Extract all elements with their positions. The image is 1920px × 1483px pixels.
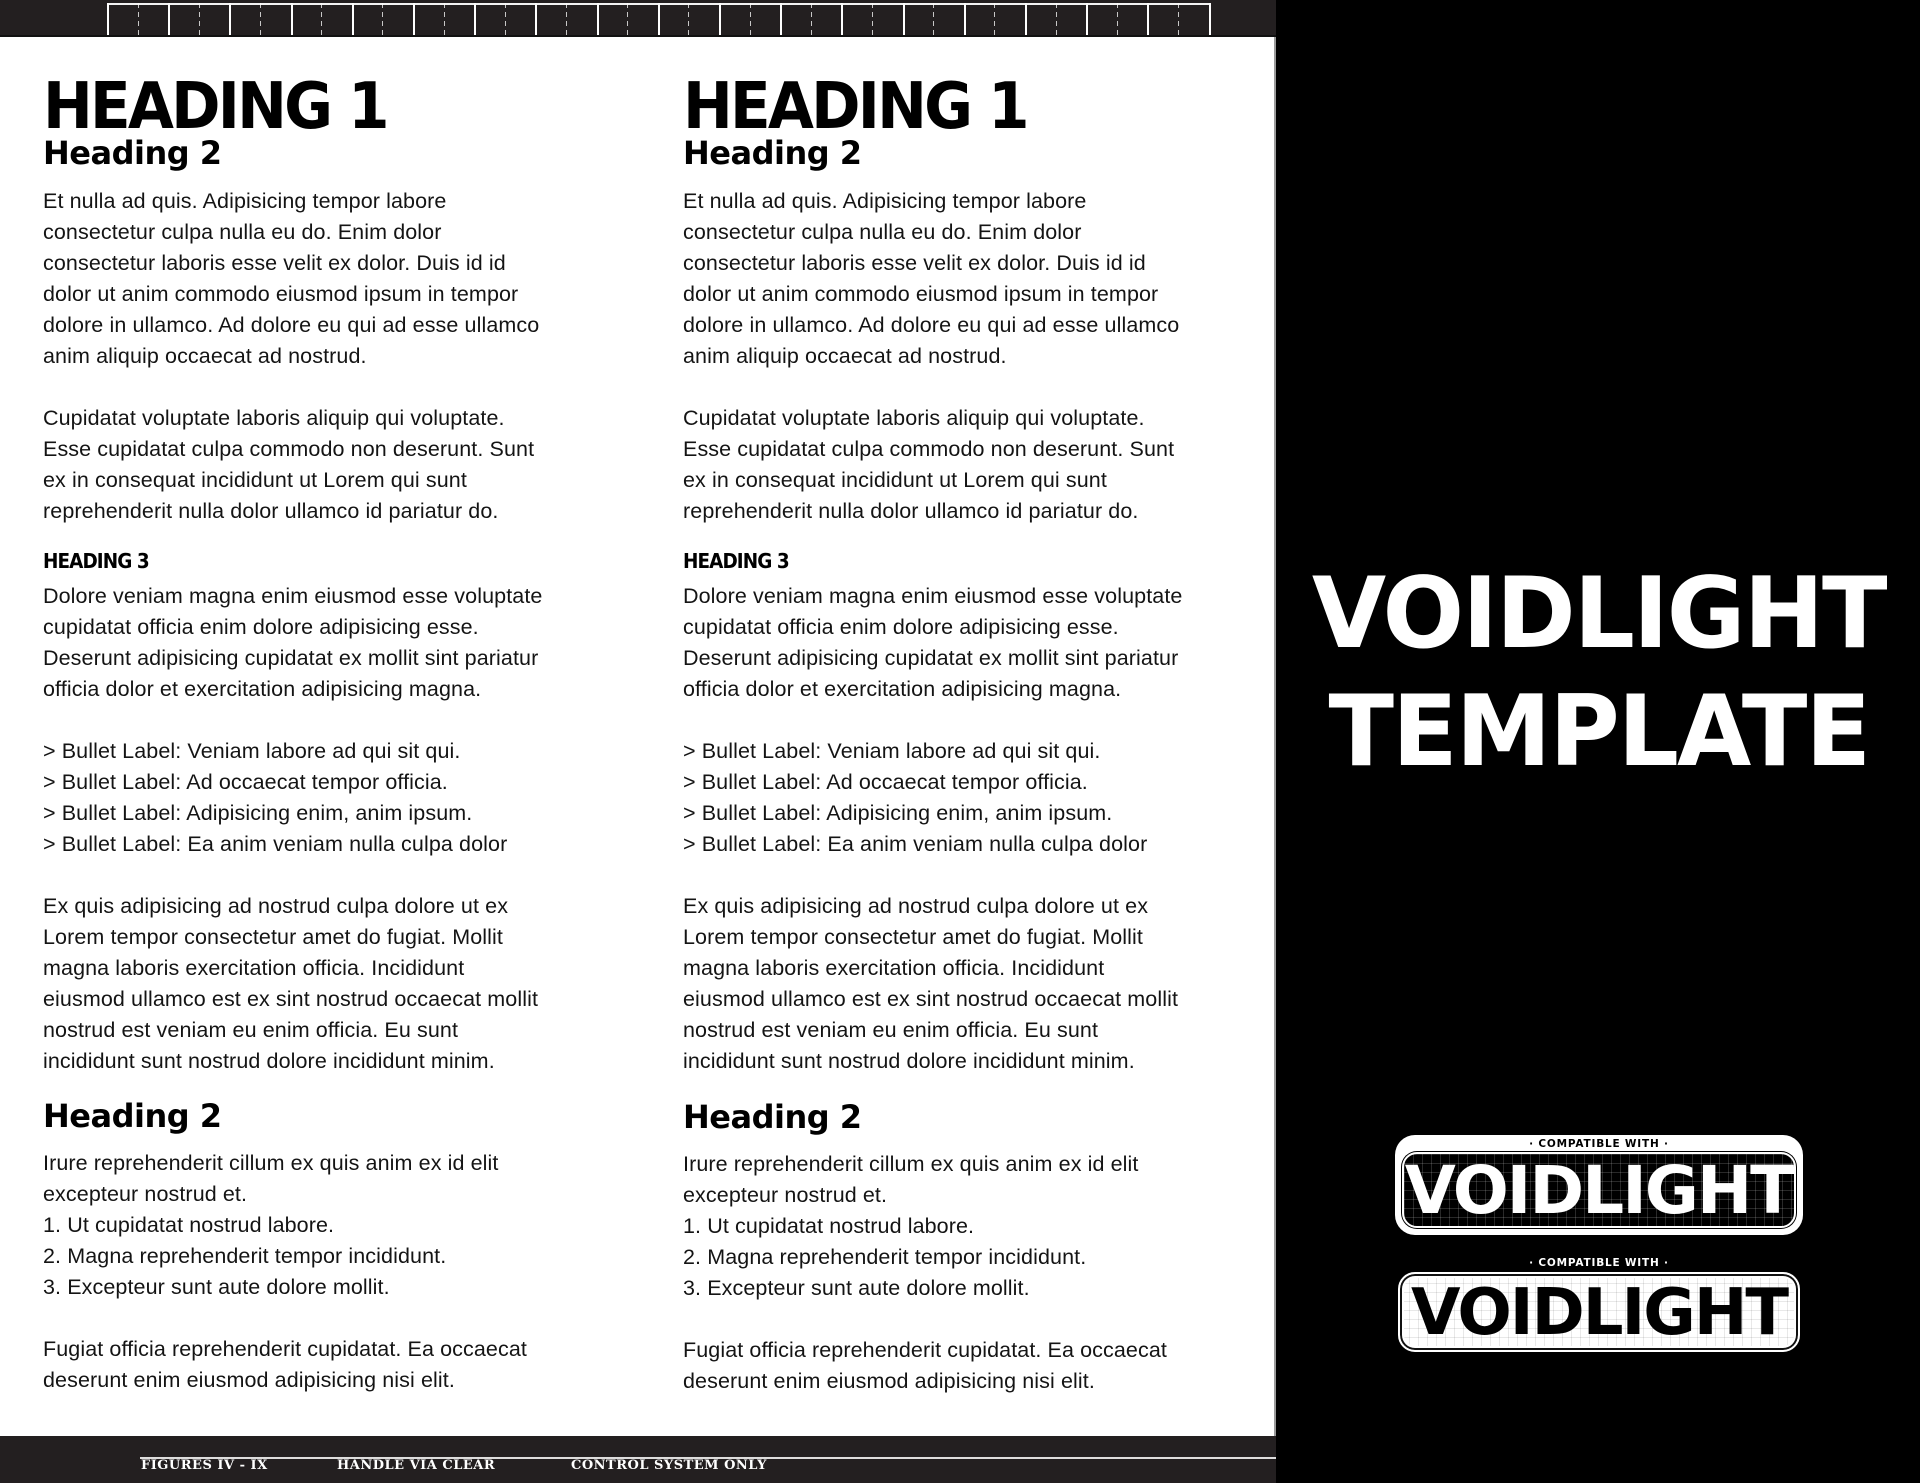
grid-line <box>291 3 293 37</box>
grid-line <box>750 3 751 37</box>
text-line: nostrud est veniam eu enim officia. Eu sunt <box>683 1018 1099 1042</box>
cover-title-line-1: VOIDLIGHT <box>1311 557 1886 671</box>
grid-line <box>688 3 689 37</box>
footer-handle-label: HANDLE VIA CLEAR <box>337 1458 496 1473</box>
text-line: cupidatat officia enim dolore adipisicing esse. <box>683 615 1119 639</box>
badge-logo-text: VOIDLIGHT <box>1404 1152 1794 1228</box>
numbered-item: 2. Magna reprehenderit tempor incididunt. <box>683 1245 1087 1269</box>
grid-line <box>872 3 873 37</box>
text-line: Ex quis adipisicing ad nostrud culpa dolore ut ex <box>43 894 509 918</box>
text-line: Et nulla ad quis. Adipisicing tempor labore <box>683 189 1087 213</box>
text-line: Fugiat officia reprehenderit cupidatat. Ea occaecat <box>683 1338 1167 1362</box>
text-line: Deserunt adipisicing cupidatat ex mollit sint pariatur <box>43 646 539 670</box>
heading-2-secondary: Heading 2 <box>43 1097 222 1135</box>
text-line: eiusmod ullamco est ex sint nostrud occaecat mollit <box>683 987 1179 1011</box>
heading-3: HEADING 3 <box>683 549 789 573</box>
grid-line <box>1025 3 1027 37</box>
text-line: Dolore veniam magna enim eiusmod esse voluptate <box>683 584 1183 608</box>
text-line: consectetur culpa nulla eu do. Enim dolor <box>43 220 442 244</box>
text-line: magna laboris exercitation officia. Incididunt <box>43 956 465 980</box>
text-line: nostrud est veniam eu enim officia. Eu sunt <box>43 1018 459 1042</box>
grid-line <box>811 3 812 37</box>
grid-line <box>138 3 139 37</box>
text-line: Irure reprehenderit cillum ex quis anim ex id elit <box>43 1151 499 1175</box>
text-line: incididunt sunt nostrud dolore incididunt minim. <box>683 1049 1135 1073</box>
text-line: excepteur nostrud et. <box>43 1182 248 1206</box>
text-line: reprehenderit nulla dolor ullamco id pariatur do. <box>43 499 499 523</box>
paragraph-3 <box>683 581 1283 705</box>
compatible-badge-light <box>1398 1272 1800 1352</box>
text-line: Dolore veniam magna enim eiusmod esse voluptate <box>43 584 543 608</box>
badge-caption: · COMPATIBLE WITH · <box>1529 1257 1669 1269</box>
numbered-item: 1. Ut cupidatat nostrud labore. <box>43 1213 335 1237</box>
heading-2: Heading 2 <box>43 134 222 172</box>
top-decorative-bar <box>0 0 1276 37</box>
paragraph-6 <box>43 1334 643 1396</box>
text-line: consectetur laboris esse velit ex dolor. Duis id id <box>683 251 1146 275</box>
heading-3: HEADING 3 <box>43 549 149 573</box>
paragraph-5 <box>43 1148 643 1303</box>
text-line: eiusmod ullamco est ex sint nostrud occaecat mollit <box>43 987 539 1011</box>
text-line: officia dolor et exercitation adipisicing magna. <box>43 677 482 701</box>
footer-bar <box>0 1436 1276 1483</box>
badge-caption: · COMPATIBLE WITH · <box>1529 1138 1669 1150</box>
text-line: consectetur laboris esse velit ex dolor. Duis id id <box>43 251 506 275</box>
grid-line <box>474 3 476 37</box>
footer-control-label: CONTROL SYSTEM ONLY <box>571 1458 767 1473</box>
numbered-item: 2. Magna reprehenderit tempor incididunt. <box>43 1244 447 1268</box>
text-line: magna laboris exercitation officia. Incididunt <box>683 956 1105 980</box>
grid-line <box>903 3 905 37</box>
grid-line <box>1056 3 1057 37</box>
grid-line <box>535 3 537 37</box>
paragraph-2 <box>43 403 643 527</box>
paragraph-intro <box>43 186 643 372</box>
grid-line <box>1117 3 1118 37</box>
text-line: excepteur nostrud et. <box>683 1183 888 1207</box>
text-line: cupidatat officia enim dolore adipisicing esse. <box>43 615 479 639</box>
text-line: dolore in ullamco. Ad dolore eu qui ad esse ullamco <box>43 313 540 337</box>
text-line: officia dolor et exercitation adipisicing magna. <box>683 677 1122 701</box>
grid-line <box>321 3 322 37</box>
text-line: dolor ut anim commodo eiusmod ipsum in tempor <box>683 282 1159 306</box>
heading-1: HEADING 1 <box>43 70 387 144</box>
text-line: Fugiat officia reprehenderit cupidatat. Ea occaecat <box>43 1337 527 1361</box>
paragraph-6 <box>683 1335 1283 1397</box>
bullet-item: > Bullet Label: Ea anim veniam nulla culpa dolor <box>43 832 508 856</box>
text-line: Ex quis adipisicing ad nostrud culpa dolore ut ex <box>683 894 1149 918</box>
paragraph-4 <box>43 891 643 1077</box>
paragraph-2 <box>683 403 1283 527</box>
badge-grid-plate <box>1402 1152 1796 1228</box>
text-line: ex in consequat incididunt ut Lorem qui sunt <box>683 468 1107 492</box>
heading-1: HEADING 1 <box>683 70 1027 144</box>
grid-line <box>933 3 934 37</box>
bullet-item: > Bullet Label: Ad occaecat tempor officia. <box>683 770 1088 794</box>
numbered-item: 3. Excepteur sunt aute dolore mollit. <box>683 1276 1030 1300</box>
text-line: anim aliquip occaecat ad nostrud. <box>683 344 1007 368</box>
compatible-badge-dark <box>1395 1135 1803 1235</box>
text-line: Et nulla ad quis. Adipisicing tempor labore <box>43 189 447 213</box>
text-line: deserunt enim eiusmod adipisicing nisi elit. <box>683 1369 1095 1393</box>
grid-line <box>1086 3 1088 37</box>
numbered-item: 3. Excepteur sunt aute dolore mollit. <box>43 1275 390 1299</box>
paragraph-4 <box>683 891 1283 1077</box>
bullet-item: > Bullet Label: Adipisicing enim, anim ipsum. <box>43 801 473 825</box>
text-line: reprehenderit nulla dolor ullamco id pariatur do. <box>683 499 1139 523</box>
grid-line <box>444 3 445 37</box>
text-line: Lorem tempor consectetur amet do fugiat. Mollit <box>683 925 1143 949</box>
grid-line <box>229 3 231 37</box>
text-line: Lorem tempor consectetur amet do fugiat. Mollit <box>43 925 503 949</box>
text-line: Deserunt adipisicing cupidatat ex mollit sint pariatur <box>683 646 1179 670</box>
footer-figures-label: FIGURES IV - IX <box>141 1458 268 1473</box>
text-line: Irure reprehenderit cillum ex quis anim ex id elit <box>683 1152 1139 1176</box>
grid-line <box>382 3 383 37</box>
cover-title-line-2: TEMPLATE <box>1328 675 1869 789</box>
grid-line <box>413 3 415 37</box>
bullet-list <box>683 736 1283 860</box>
bullet-item: > Bullet Label: Adipisicing enim, anim ipsum. <box>683 801 1113 825</box>
text-line: Esse cupidatat culpa commodo non deserunt. Sunt <box>683 437 1175 461</box>
heading-2: Heading 2 <box>683 134 862 172</box>
bullet-item: > Bullet Label: Ad occaecat tempor officia. <box>43 770 448 794</box>
text-line: Cupidatat voluptate laboris aliquip qui voluptate. <box>43 406 505 430</box>
bullet-list <box>43 736 643 860</box>
grid-line <box>1147 3 1149 37</box>
paragraph-intro <box>683 186 1283 372</box>
badge-logo-text: VOIDLIGHT <box>1410 1276 1788 1350</box>
bullet-item: > Bullet Label: Veniam labore ad qui sit qui. <box>43 739 461 763</box>
grid-line <box>168 3 170 37</box>
grid-line <box>352 3 354 37</box>
grid-line <box>597 3 599 37</box>
grid-line <box>566 3 567 37</box>
bullet-item: > Bullet Label: Ea anim veniam nulla culpa dolor <box>683 832 1148 856</box>
grid-line <box>658 3 660 37</box>
paragraph-3 <box>43 581 643 705</box>
text-line: dolor ut anim commodo eiusmod ipsum in tempor <box>43 282 519 306</box>
grid-line <box>260 3 261 37</box>
grid-line <box>107 3 109 37</box>
bullet-item: > Bullet Label: Veniam labore ad qui sit qui. <box>683 739 1101 763</box>
document-page <box>0 37 1276 1436</box>
paragraph-5 <box>683 1149 1283 1304</box>
grid-line <box>1178 3 1179 37</box>
text-line: consectetur culpa nulla eu do. Enim dolor <box>683 220 1082 244</box>
text-line: Esse cupidatat culpa commodo non deserunt. Sunt <box>43 437 535 461</box>
grid-line <box>964 3 966 37</box>
grid-line <box>199 3 200 37</box>
grid-line <box>1209 3 1211 37</box>
text-line: dolore in ullamco. Ad dolore eu qui ad esse ullamco <box>683 313 1180 337</box>
text-line: anim aliquip occaecat ad nostrud. <box>43 344 367 368</box>
cover-panel <box>1277 0 1920 1483</box>
grid-line <box>780 3 782 37</box>
grid-line <box>505 3 506 37</box>
heading-2-secondary: Heading 2 <box>683 1098 862 1136</box>
text-line: deserunt enim eiusmod adipisicing nisi elit. <box>43 1368 455 1392</box>
text-line: ex in consequat incididunt ut Lorem qui sunt <box>43 468 467 492</box>
text-line: incididunt sunt nostrud dolore incididunt minim. <box>43 1049 495 1073</box>
grid-line <box>994 3 995 37</box>
numbered-item: 1. Ut cupidatat nostrud labore. <box>683 1214 975 1238</box>
text-line: Cupidatat voluptate laboris aliquip qui voluptate. <box>683 406 1145 430</box>
grid-line <box>627 3 628 37</box>
grid-line <box>841 3 843 37</box>
grid-line <box>719 3 721 37</box>
